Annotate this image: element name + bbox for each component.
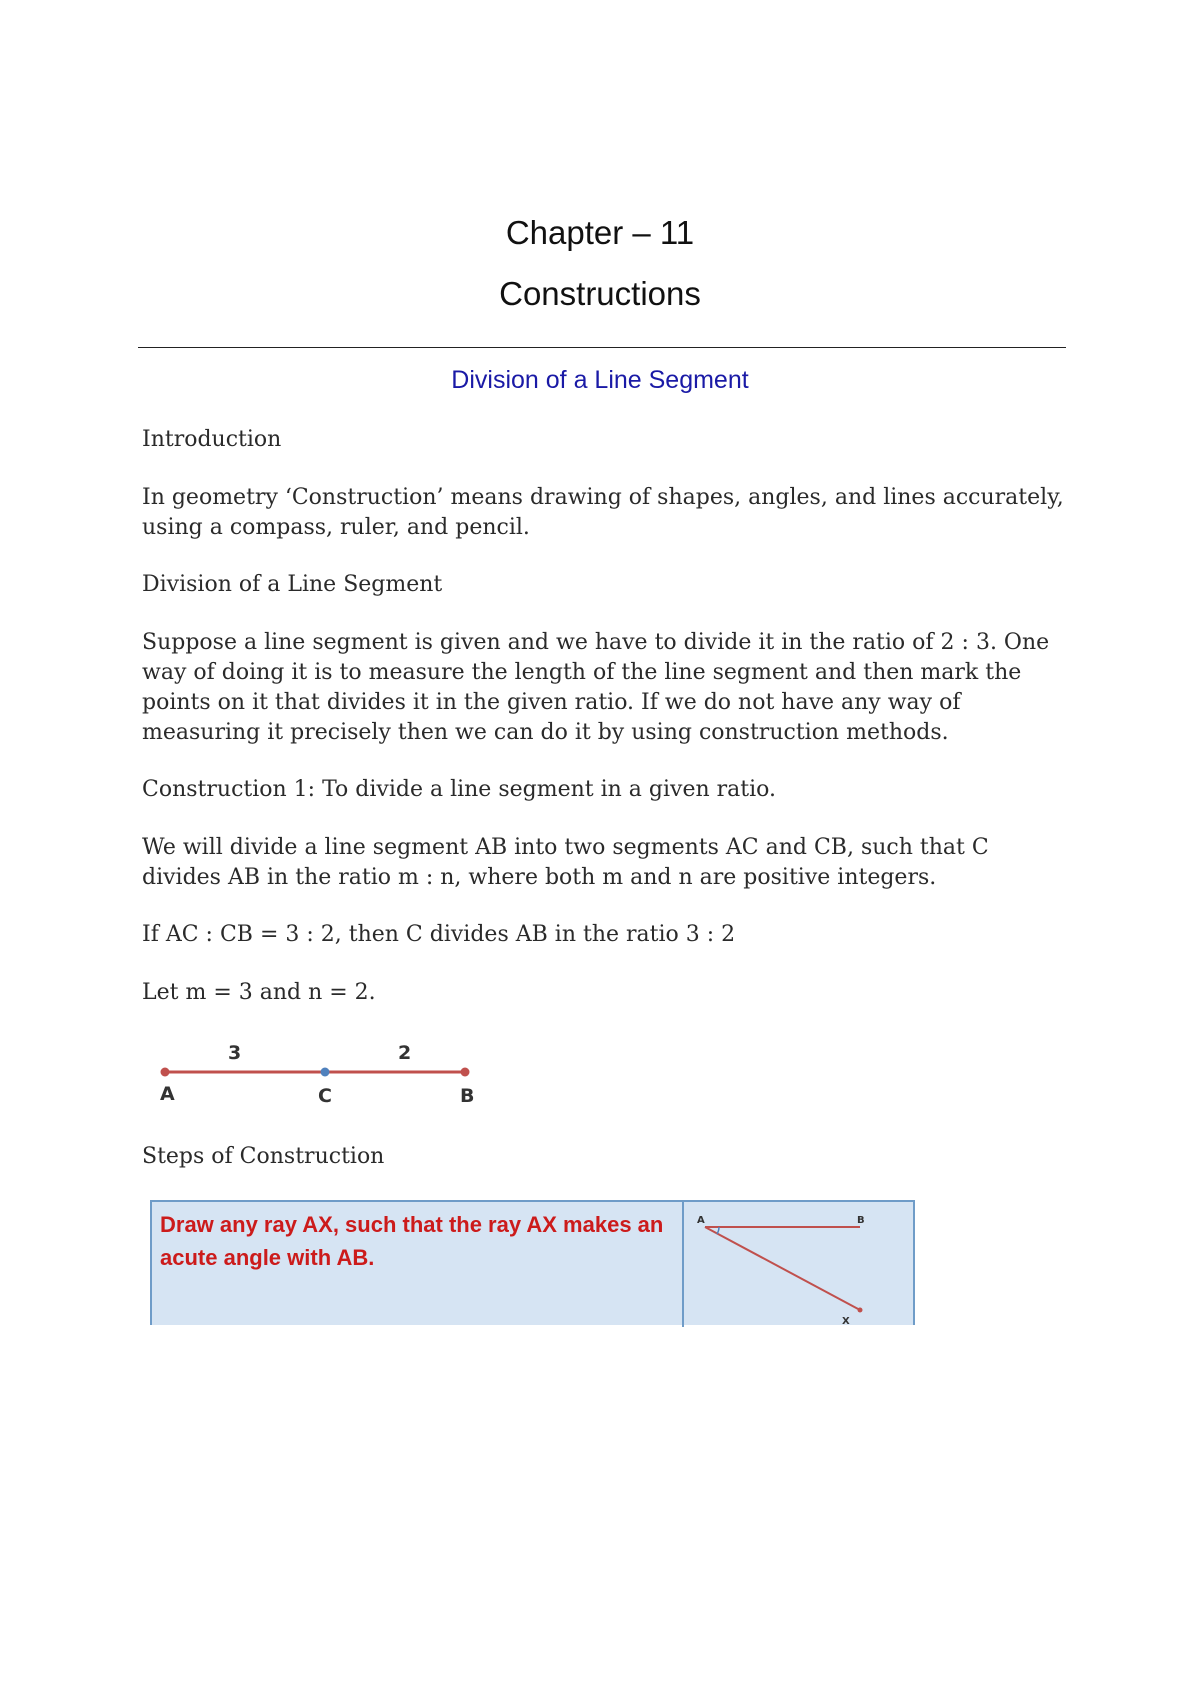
point-a-label: A: [160, 1083, 175, 1105]
ratio-values: Let m = 3 and n = 2.: [142, 980, 376, 1005]
chapter-subject: Constructions: [499, 275, 701, 312]
chapter-title: Chapter – 11: [505, 214, 695, 251]
title-divider: [138, 347, 1066, 348]
subsection-heading: Division of a Line Segment: [142, 572, 443, 597]
acute-angle-arc: [717, 1227, 719, 1234]
point-b-label: B: [460, 1085, 475, 1107]
step-1-figure: [685, 1202, 915, 1327]
ray-ax-line: [705, 1227, 860, 1310]
intro-heading: Introduction: [142, 427, 282, 452]
table-column-divider: [682, 1202, 684, 1327]
point-c-label: C: [318, 1085, 332, 1107]
construction-paragraph: We will divide a line segment AB into two segments AC and CB, such that C divides AB in the ratio m : n, where both m and n are positive integers.: [142, 835, 989, 890]
figure-point-b-label: B: [857, 1215, 865, 1226]
point-c-dot: [321, 1068, 330, 1077]
construction-heading: Construction 1: To divide a line segment in a given ratio.: [142, 777, 776, 802]
ratio-left-label: 3: [228, 1042, 242, 1064]
section-heading: Division of a Line Segment: [451, 366, 749, 394]
figure-point-a-label: A: [697, 1215, 705, 1226]
ratio-right-label: 2: [398, 1042, 412, 1064]
intro-paragraph: In geometry ‘Construction’ means drawing of shapes, angles, and lines accurately, using a compass, ruler, and pencil.: [142, 485, 1064, 540]
step-1-text: Draw any ray AX, such that the ray AX makes an acute angle with AB.: [160, 1212, 664, 1270]
point-b-dot: [461, 1068, 470, 1077]
construction-steps-table: [150, 1200, 915, 1325]
line-segment-diagram: [150, 1030, 490, 1110]
point-x-dot: [858, 1308, 863, 1313]
point-a-dot: [161, 1068, 170, 1077]
ratio-example: If AC : CB = 3 : 2, then C divides AB in the ratio 3 : 2: [142, 922, 736, 947]
figure-point-x-label: X: [842, 1316, 850, 1327]
steps-heading: Steps of Construction: [142, 1144, 385, 1169]
ratio-paragraph: Suppose a line segment is given and we have to divide it in the ratio of 2 : 3. One way of doing it is to measure the length of the line segment and then mark the points on it that divides it in the given ratio. If we do not have any way of measuring it precisely then we can do it by using construction methods.: [142, 630, 1050, 745]
